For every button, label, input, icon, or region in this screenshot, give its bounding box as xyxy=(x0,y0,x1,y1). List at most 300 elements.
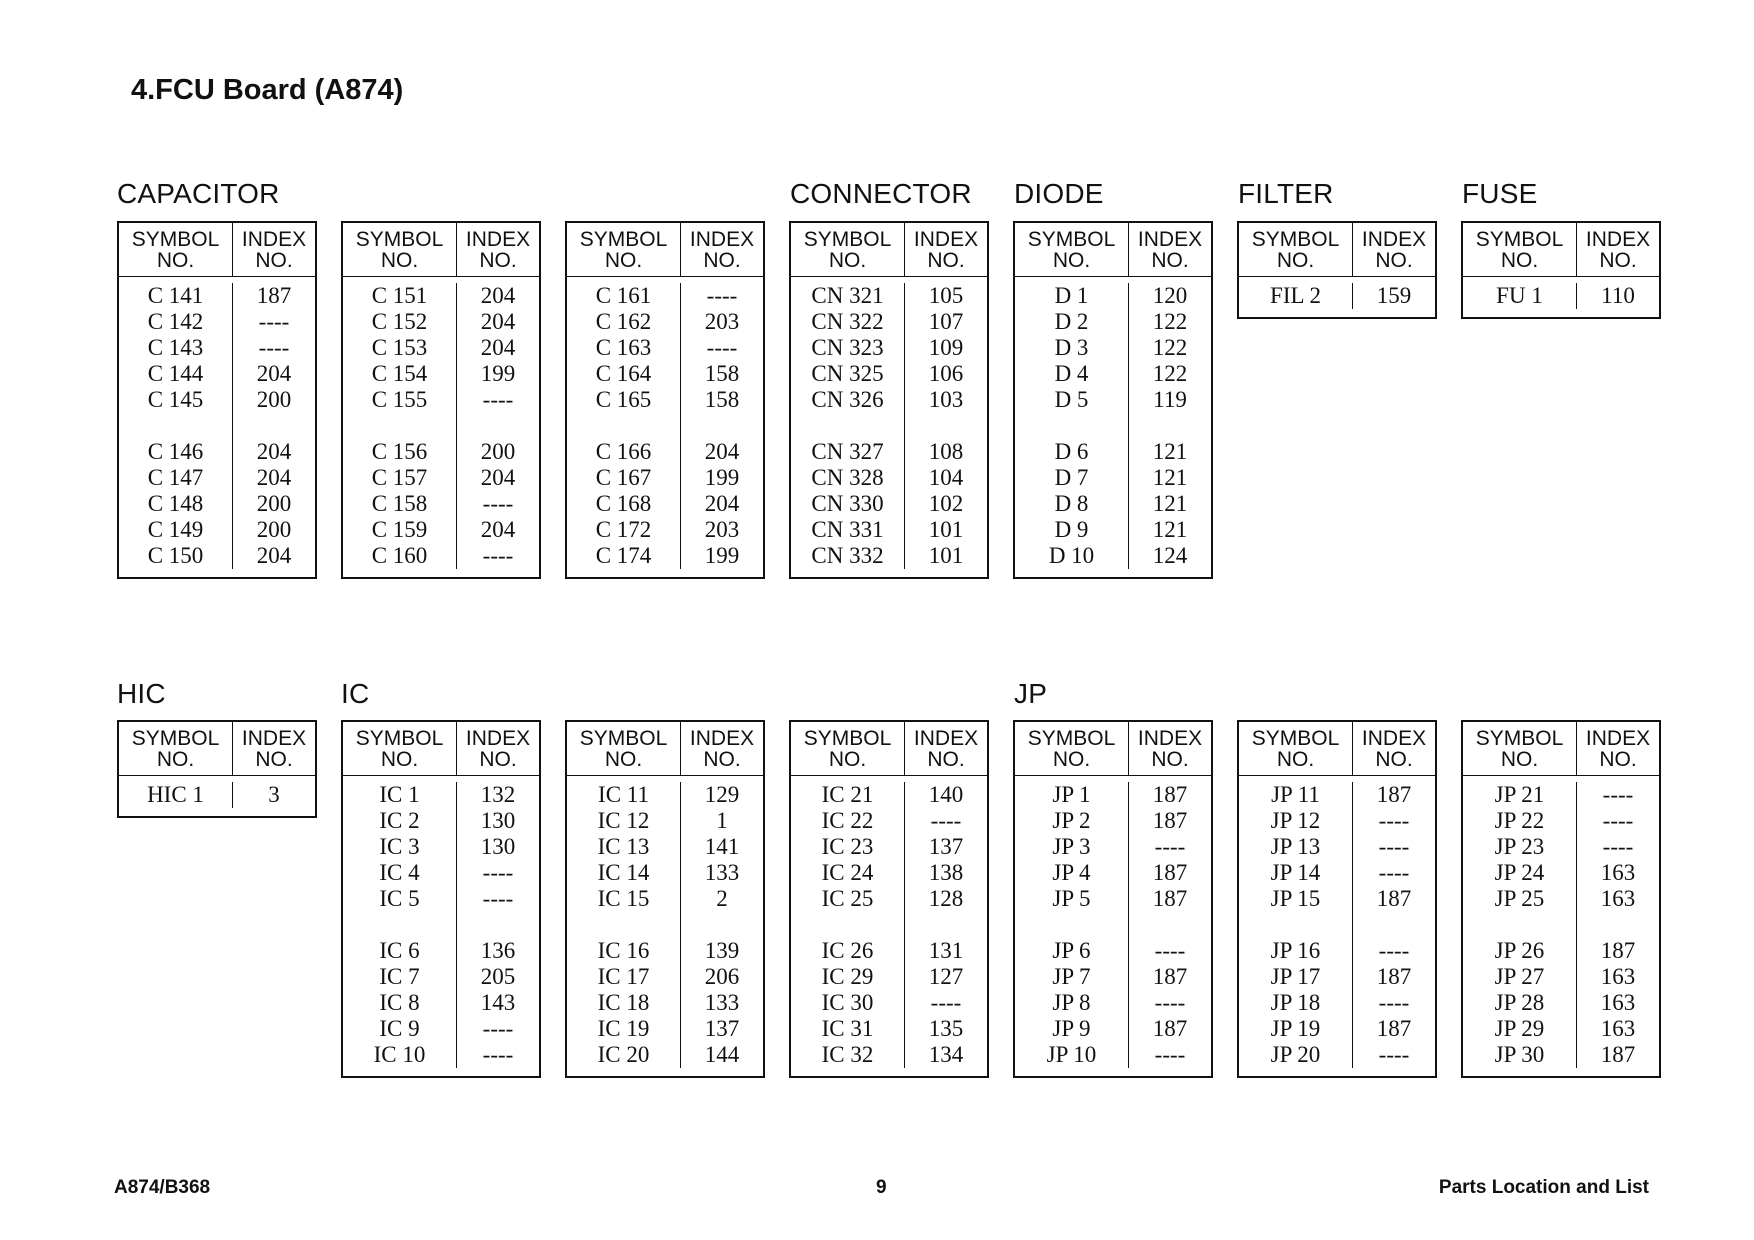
symbol-cell: JP 11 xyxy=(1271,782,1320,807)
header-text: SYMBOL xyxy=(131,726,220,750)
symbol-cell: CN 327 xyxy=(811,439,884,464)
index-column xyxy=(457,782,539,1068)
symbol-cell: FU 1 xyxy=(1496,283,1543,308)
symbol-cell: IC 2 xyxy=(379,808,420,833)
symbol-cell: C 147 xyxy=(147,465,204,490)
symbol-cell: IC 3 xyxy=(379,834,420,859)
header-text: INDEX xyxy=(465,726,531,750)
index-cell: ---- xyxy=(482,543,514,568)
index-column xyxy=(905,283,987,569)
symbol-cell: IC 19 xyxy=(597,1016,650,1041)
index-no-header xyxy=(233,722,315,775)
symbol-column xyxy=(567,782,681,1068)
index-cell: 130 xyxy=(480,834,516,859)
symbol-cell: JP 3 xyxy=(1052,834,1091,859)
symbol-cell: IC 6 xyxy=(379,938,420,963)
header-text: NO. xyxy=(479,248,517,272)
header-text: NO. xyxy=(156,248,195,272)
index-no-header xyxy=(681,223,763,276)
symbol-cell: IC 10 xyxy=(373,1042,426,1067)
header-text: NO. xyxy=(479,747,517,771)
header-text: INDEX xyxy=(689,726,755,750)
section-label-hic: HIC xyxy=(117,678,166,709)
symbol-cell: JP 18 xyxy=(1270,990,1321,1015)
index-cell: 121 xyxy=(1152,517,1188,542)
table-body xyxy=(567,776,763,1076)
symbol-cell: IC 15 xyxy=(597,886,650,911)
symbol-cell: CN 325 xyxy=(811,361,884,386)
index-cell: 204 xyxy=(704,491,740,516)
index-cell: 206 xyxy=(704,964,740,989)
symbol-cell: D 6 xyxy=(1054,439,1089,464)
symbol-cell: C 148 xyxy=(147,491,204,516)
index-cell: 144 xyxy=(704,1042,740,1067)
page-title: 4.FCU Board (A874) xyxy=(131,74,404,106)
header-text: NO. xyxy=(828,248,867,272)
symbol-no-header xyxy=(1239,223,1353,276)
index-cell: 122 xyxy=(1152,361,1188,386)
index-cell: 204 xyxy=(256,439,292,464)
symbol-cell: FIL 2 xyxy=(1270,283,1321,308)
table-body xyxy=(1015,277,1211,577)
ic-table-3 xyxy=(789,720,989,1078)
symbol-cell: JP 26 xyxy=(1494,938,1545,963)
jp-table-3 xyxy=(1461,720,1661,1078)
symbol-cell: JP 10 xyxy=(1046,1042,1097,1067)
header-text: INDEX xyxy=(913,227,979,251)
header-text: NO. xyxy=(1599,248,1637,272)
index-cell: 130 xyxy=(480,808,516,833)
symbol-cell: C 142 xyxy=(147,309,204,334)
symbol-cell: C 163 xyxy=(595,335,652,360)
header-text: NO. xyxy=(1052,747,1091,771)
table-header xyxy=(791,223,987,277)
symbol-cell: IC 17 xyxy=(597,964,650,989)
symbol-cell: C 141 xyxy=(147,283,204,308)
symbol-no-header xyxy=(791,722,905,775)
index-cell: ---- xyxy=(258,309,290,334)
jp-table-2 xyxy=(1237,720,1437,1078)
table-body xyxy=(1015,776,1211,1076)
index-cell: 187 xyxy=(1376,886,1412,911)
symbol-cell: JP 29 xyxy=(1494,1016,1545,1041)
symbol-column xyxy=(1015,782,1129,1068)
header-text: NO. xyxy=(1052,248,1091,272)
index-cell: 200 xyxy=(256,491,292,516)
footer-section-title: Parts Location and List xyxy=(1438,1177,1649,1198)
index-cell: 122 xyxy=(1152,335,1188,360)
symbol-cell: C 165 xyxy=(595,387,652,412)
table-header xyxy=(791,722,987,776)
index-cell: 204 xyxy=(704,439,740,464)
index-cell: 3 xyxy=(268,782,280,807)
symbol-cell: C 168 xyxy=(595,491,652,516)
header-text: SYMBOL xyxy=(1027,227,1116,251)
symbol-column xyxy=(1239,782,1353,1068)
table-header xyxy=(119,722,315,776)
symbol-cell: JP 15 xyxy=(1270,886,1321,911)
index-no-header xyxy=(457,722,539,775)
section-label-fuse: FUSE xyxy=(1462,178,1538,209)
index-cell: ---- xyxy=(1602,808,1634,833)
row-group-gap xyxy=(1353,912,1435,938)
index-cell: 129 xyxy=(704,782,740,807)
symbol-cell: C 161 xyxy=(595,283,652,308)
symbol-cell: C 166 xyxy=(595,439,652,464)
symbol-cell: IC 8 xyxy=(379,990,420,1015)
symbol-cell: IC 25 xyxy=(821,886,874,911)
section-label-diode: DIODE xyxy=(1014,178,1104,209)
index-cell: 204 xyxy=(480,465,516,490)
header-text: INDEX xyxy=(1585,227,1651,251)
index-cell: 187 xyxy=(1600,938,1636,963)
index-cell: ---- xyxy=(1378,808,1410,833)
symbol-no-header xyxy=(567,722,681,775)
table-header xyxy=(567,223,763,277)
symbol-cell: C 146 xyxy=(147,439,204,464)
symbol-column xyxy=(343,283,457,569)
header-text: NO. xyxy=(1500,747,1539,771)
symbol-cell: CN 332 xyxy=(811,543,884,568)
symbol-column xyxy=(791,283,905,569)
header-text: NO. xyxy=(380,248,419,272)
header-text: SYMBOL xyxy=(355,726,444,750)
symbol-cell: IC 29 xyxy=(821,964,874,989)
symbol-cell: IC 23 xyxy=(821,834,874,859)
symbol-cell: CN 330 xyxy=(811,491,884,516)
index-cell: ---- xyxy=(930,990,962,1015)
header-text: SYMBOL xyxy=(355,227,444,251)
symbol-cell: JP 17 xyxy=(1270,964,1321,989)
symbol-cell: JP 14 xyxy=(1270,860,1321,885)
table-header xyxy=(1239,722,1435,776)
symbol-cell: IC 4 xyxy=(379,860,420,885)
index-cell: ---- xyxy=(482,886,514,911)
symbol-cell: C 164 xyxy=(595,361,652,386)
index-cell: ---- xyxy=(1154,938,1186,963)
capacitor-table-3 xyxy=(565,221,765,579)
index-cell: 139 xyxy=(704,938,740,963)
index-cell: 140 xyxy=(928,782,964,807)
header-text: SYMBOL xyxy=(1251,227,1340,251)
index-cell: 204 xyxy=(480,309,516,334)
index-cell: 204 xyxy=(480,335,516,360)
index-cell: 163 xyxy=(1600,964,1636,989)
header-text: SYMBOL xyxy=(803,227,892,251)
index-cell: 187 xyxy=(1376,782,1412,807)
symbol-cell: D 2 xyxy=(1054,309,1089,334)
index-cell: 199 xyxy=(704,465,740,490)
row-group-gap xyxy=(1129,413,1211,439)
index-cell: 187 xyxy=(1152,964,1188,989)
index-cell: 187 xyxy=(1152,808,1188,833)
symbol-no-header xyxy=(119,722,233,775)
index-cell: ---- xyxy=(1602,834,1634,859)
symbol-cell: C 157 xyxy=(371,465,428,490)
index-cell: ---- xyxy=(482,387,514,412)
index-cell: 121 xyxy=(1152,491,1188,516)
symbol-cell: JP 28 xyxy=(1494,990,1545,1015)
table-body xyxy=(1239,776,1435,1076)
row-group-gap xyxy=(905,912,987,938)
table-header xyxy=(343,223,539,277)
table-body xyxy=(343,277,539,577)
symbol-cell: D 7 xyxy=(1054,465,1089,490)
symbol-cell: IC 5 xyxy=(379,886,420,911)
row-group-gap xyxy=(905,413,987,439)
index-cell: ---- xyxy=(706,283,738,308)
symbol-cell: IC 16 xyxy=(597,938,650,963)
table-header xyxy=(1463,223,1659,277)
symbol-cell: JP 21 xyxy=(1494,782,1545,807)
index-cell: 159 xyxy=(1376,283,1412,308)
symbol-column xyxy=(1239,283,1353,309)
header-text: SYMBOL xyxy=(1475,726,1564,750)
symbol-cell: IC 24 xyxy=(821,860,874,885)
index-cell: 121 xyxy=(1152,465,1188,490)
index-column xyxy=(1577,782,1659,1068)
header-text: NO. xyxy=(927,248,965,272)
ic-table-1 xyxy=(341,720,541,1078)
symbol-cell: IC 26 xyxy=(821,938,874,963)
symbol-no-header xyxy=(1463,722,1577,775)
symbol-cell: D 4 xyxy=(1054,361,1089,386)
header-text: NO. xyxy=(703,747,741,771)
header-text: NO. xyxy=(1151,747,1189,771)
table-body xyxy=(791,277,987,577)
table-header xyxy=(343,722,539,776)
section-label-capacitor: CAPACITOR xyxy=(117,178,280,209)
index-cell: 187 xyxy=(1600,1042,1636,1067)
symbol-cell: JP 1 xyxy=(1052,782,1091,807)
diode-table xyxy=(1013,221,1213,579)
row-group-gap xyxy=(681,413,763,439)
table-header xyxy=(1463,722,1659,776)
header-text: INDEX xyxy=(913,726,979,750)
header-text: NO. xyxy=(1151,248,1189,272)
index-no-header xyxy=(233,223,315,276)
symbol-cell: JP 23 xyxy=(1494,834,1545,859)
symbol-cell: C 160 xyxy=(371,543,428,568)
index-cell: 104 xyxy=(928,465,964,490)
index-column xyxy=(1129,782,1211,1068)
symbol-cell: C 167 xyxy=(595,465,652,490)
index-no-header xyxy=(457,223,539,276)
symbol-cell: C 153 xyxy=(371,335,428,360)
header-text: NO. xyxy=(255,248,293,272)
index-cell: ---- xyxy=(258,335,290,360)
index-cell: 187 xyxy=(1152,782,1188,807)
index-cell: 122 xyxy=(1152,309,1188,334)
symbol-column xyxy=(119,283,233,569)
index-cell: 120 xyxy=(1152,283,1188,308)
index-cell: 106 xyxy=(928,361,964,386)
header-text: NO. xyxy=(703,248,741,272)
index-cell: 204 xyxy=(480,283,516,308)
ic-table-2 xyxy=(565,720,765,1078)
index-cell: ---- xyxy=(1378,834,1410,859)
symbol-cell: JP 7 xyxy=(1052,964,1091,989)
symbol-cell: C 172 xyxy=(595,517,652,542)
symbol-cell: JP 5 xyxy=(1052,886,1091,911)
row-group-gap xyxy=(1577,912,1659,938)
index-cell: 187 xyxy=(256,283,292,308)
table-body xyxy=(1239,277,1435,317)
header-text: INDEX xyxy=(465,227,531,251)
symbol-cell: IC 31 xyxy=(821,1016,874,1041)
symbol-no-header xyxy=(119,223,233,276)
index-column xyxy=(1353,782,1435,1068)
header-text: NO. xyxy=(380,747,419,771)
index-cell: 205 xyxy=(480,964,516,989)
table-body xyxy=(791,776,987,1076)
header-text: NO. xyxy=(1276,747,1315,771)
index-cell: 135 xyxy=(928,1016,964,1041)
header-text: SYMBOL xyxy=(579,726,668,750)
symbol-cell: CN 328 xyxy=(811,465,884,490)
header-text: SYMBOL xyxy=(1251,726,1340,750)
row-group-gap xyxy=(1015,413,1128,439)
index-cell: 187 xyxy=(1376,1016,1412,1041)
row-group-gap xyxy=(119,413,232,439)
index-column xyxy=(457,283,539,569)
header-text: SYMBOL xyxy=(803,726,892,750)
section-label-ic: IC xyxy=(341,678,370,709)
header-text: NO. xyxy=(927,747,965,771)
index-cell: ---- xyxy=(482,491,514,516)
symbol-cell: CN 331 xyxy=(811,517,884,542)
index-cell: 133 xyxy=(704,990,740,1015)
row-group-gap xyxy=(343,912,456,938)
symbol-cell: D 1 xyxy=(1054,283,1089,308)
symbol-cell: IC 32 xyxy=(821,1042,874,1067)
index-cell: ---- xyxy=(1378,938,1410,963)
table-body xyxy=(343,776,539,1076)
header-text: SYMBOL xyxy=(1475,227,1564,251)
index-cell: 203 xyxy=(704,309,740,334)
symbol-cell: IC 30 xyxy=(821,990,874,1015)
index-cell: 163 xyxy=(1600,990,1636,1015)
symbol-no-header xyxy=(567,223,681,276)
filter-table xyxy=(1237,221,1437,319)
index-cell: 204 xyxy=(480,517,516,542)
symbol-no-header xyxy=(343,722,457,775)
row-group-gap xyxy=(1129,912,1211,938)
row-group-gap xyxy=(791,413,904,439)
jp-table-1 xyxy=(1013,720,1213,1078)
symbol-cell: IC 12 xyxy=(597,808,650,833)
symbol-column xyxy=(1463,782,1577,1068)
symbol-no-header xyxy=(1463,223,1577,276)
index-no-header xyxy=(1129,223,1211,276)
symbol-cell: D 8 xyxy=(1054,491,1089,516)
table-body xyxy=(119,776,315,816)
symbol-cell: JP 16 xyxy=(1270,938,1321,963)
symbol-cell: C 149 xyxy=(147,517,204,542)
header-text: INDEX xyxy=(1585,726,1651,750)
index-cell: ---- xyxy=(482,1042,514,1067)
row-group-gap xyxy=(1239,912,1352,938)
index-cell: 158 xyxy=(704,361,740,386)
index-cell: 158 xyxy=(704,387,740,412)
symbol-cell: CN 322 xyxy=(811,309,884,334)
header-text: INDEX xyxy=(1361,227,1427,251)
symbol-no-header xyxy=(791,223,905,276)
index-cell: 128 xyxy=(928,886,964,911)
section-label-jp: JP xyxy=(1014,678,1048,709)
index-cell: 136 xyxy=(480,938,516,963)
index-cell: 141 xyxy=(704,834,740,859)
index-column xyxy=(1129,283,1211,569)
row-group-gap xyxy=(681,912,763,938)
symbol-cell: IC 7 xyxy=(379,964,420,989)
header-text: INDEX xyxy=(1137,726,1203,750)
header-text: NO. xyxy=(828,747,867,771)
symbol-cell: C 154 xyxy=(371,361,428,386)
index-cell: 187 xyxy=(1152,860,1188,885)
index-no-header xyxy=(681,722,763,775)
index-no-header xyxy=(905,223,987,276)
symbol-column xyxy=(791,782,905,1068)
symbol-cell: IC 9 xyxy=(379,1016,420,1041)
symbol-column xyxy=(119,782,233,808)
symbol-cell: IC 20 xyxy=(597,1042,650,1067)
table-header xyxy=(1015,223,1211,277)
index-cell: 105 xyxy=(928,283,964,308)
header-text: INDEX xyxy=(1361,726,1427,750)
header-text: NO. xyxy=(1375,248,1413,272)
index-cell: 110 xyxy=(1601,283,1635,308)
symbol-cell: C 155 xyxy=(371,387,428,412)
index-cell: ---- xyxy=(1602,782,1634,807)
header-text: INDEX xyxy=(1137,227,1203,251)
index-cell: 137 xyxy=(928,834,964,859)
symbol-column xyxy=(343,782,457,1068)
hic-table xyxy=(117,720,317,818)
index-no-header xyxy=(1129,722,1211,775)
symbol-cell: IC 18 xyxy=(597,990,650,1015)
index-cell: 204 xyxy=(256,361,292,386)
index-cell: ---- xyxy=(930,808,962,833)
symbol-cell: D 3 xyxy=(1054,335,1089,360)
index-cell: 199 xyxy=(704,543,740,568)
symbol-cell: JP 6 xyxy=(1052,938,1091,963)
header-text: INDEX xyxy=(241,726,307,750)
table-header xyxy=(1239,223,1435,277)
index-cell: 127 xyxy=(928,964,964,989)
table-body xyxy=(1463,277,1659,317)
symbol-column xyxy=(1015,283,1129,569)
index-no-header xyxy=(1577,722,1659,775)
symbol-no-header xyxy=(1015,223,1129,276)
index-cell: 163 xyxy=(1600,860,1636,885)
index-cell: ---- xyxy=(1154,1042,1186,1067)
symbol-cell: D 10 xyxy=(1048,543,1095,568)
index-cell: 102 xyxy=(928,491,964,516)
symbol-no-header xyxy=(343,223,457,276)
symbol-cell: JP 12 xyxy=(1270,808,1321,833)
symbol-cell: CN 323 xyxy=(811,335,884,360)
index-cell: 121 xyxy=(1152,439,1188,464)
index-cell: ---- xyxy=(1378,990,1410,1015)
row-group-gap xyxy=(567,413,680,439)
index-cell: ---- xyxy=(1378,860,1410,885)
fuse-table xyxy=(1461,221,1661,319)
symbol-cell: HIC 1 xyxy=(147,782,204,807)
row-group-gap xyxy=(567,912,680,938)
symbol-cell: C 143 xyxy=(147,335,204,360)
header-text: NO. xyxy=(1500,248,1539,272)
